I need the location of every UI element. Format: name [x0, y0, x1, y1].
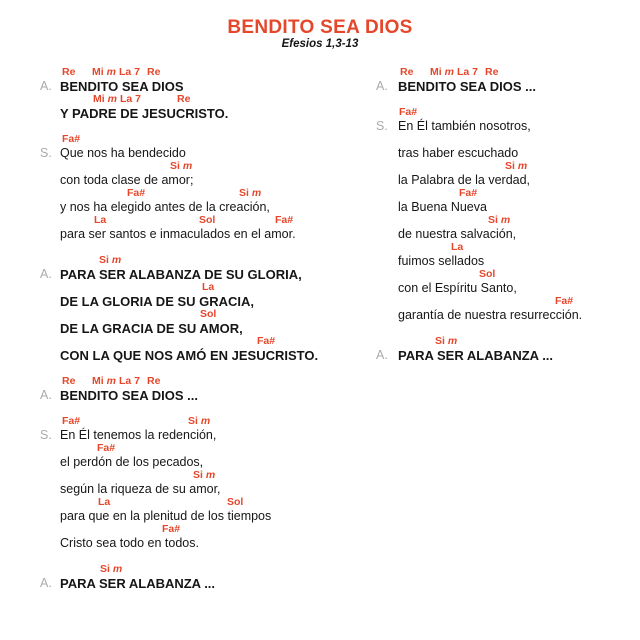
chord-line [398, 106, 636, 120]
chord-line [398, 335, 636, 349]
chord: Si m [488, 214, 511, 226]
chord: Fa# [399, 106, 418, 118]
lyric-text: BENDITO SEA DIOS [60, 78, 184, 94]
chord: La 7 [119, 375, 141, 387]
song-block [376, 335, 636, 362]
lyric-text: garantía de nuestra resurrección. [398, 307, 583, 322]
chord: La 7 [120, 93, 142, 105]
lyric-line [40, 510, 350, 524]
section-label [376, 147, 398, 161]
chord: Sol [227, 496, 244, 508]
lyric-text: el perdón de los pecados, [60, 454, 204, 469]
song-block [376, 106, 636, 322]
lyric-line [376, 174, 636, 188]
chord-line [60, 281, 350, 295]
chord-line [60, 133, 350, 147]
lyric-line [40, 147, 350, 161]
chord: Si m [505, 160, 528, 172]
chord-line [60, 308, 350, 322]
section-label: A. [40, 387, 52, 402]
chord-line [398, 268, 636, 282]
lyric-line [40, 201, 350, 215]
chord-line [398, 214, 636, 228]
chord: Re [147, 375, 161, 387]
song-block [40, 375, 350, 402]
lyric-line [40, 80, 350, 94]
lyric-text: En Él tenemos la redención, [60, 427, 217, 442]
chord: Si m [99, 254, 122, 266]
chord-line [60, 160, 350, 174]
lyric-line [376, 309, 636, 323]
lyric-text: BENDITO SEA DIOS ... [398, 78, 536, 94]
chord: La [451, 241, 464, 253]
lyric-text: En Él también nosotros, [398, 118, 531, 133]
left-column [40, 66, 350, 603]
lyric-line [40, 228, 350, 242]
section-label [40, 107, 60, 121]
section-label [376, 174, 398, 188]
chord: Mi m [430, 66, 454, 78]
section-label [376, 255, 398, 269]
lyric-text: la Buena Nueva [398, 199, 487, 214]
chord-line [60, 214, 350, 228]
chord: Fa# [97, 442, 116, 454]
chord: Fa# [459, 187, 478, 199]
lyric-text: DE LA GLORIA DE SU GRACIA, [60, 293, 255, 309]
section-label [376, 282, 398, 296]
section-label: S. [40, 145, 52, 160]
section-label: A. [40, 266, 52, 281]
section-label [40, 174, 60, 188]
section-label [40, 322, 60, 336]
lyric-text: BENDITO SEA DIOS ... [60, 387, 198, 403]
chord: La [94, 214, 107, 226]
chord-line [398, 241, 636, 255]
lyric-text: de nuestra salvación, [398, 226, 517, 241]
lyric-text: CON LA QUE NOS AMÓ EN JESUCRISTO. [60, 347, 319, 363]
chord-line [60, 254, 350, 268]
section-label: A. [40, 575, 52, 590]
chord-line [60, 66, 350, 80]
section-label: A. [376, 347, 388, 362]
chord: Fa# [162, 523, 181, 535]
lyric-text: Cristo sea todo en todos. [60, 535, 199, 550]
lyric-text: Que nos ha bendecido [60, 145, 186, 160]
section-label: A. [376, 78, 388, 93]
chord: La [98, 496, 111, 508]
section-label [40, 510, 60, 524]
song-block [40, 563, 350, 590]
lyric-line [40, 349, 350, 363]
lyric-line [376, 80, 636, 94]
chord: Re [62, 66, 76, 78]
chord-line [60, 375, 350, 389]
chord: La 7 [457, 66, 479, 78]
chord: Re [147, 66, 161, 78]
chord: Si m [239, 187, 262, 199]
lyric-text: DE LA GRACIA DE SU AMOR, [60, 320, 243, 336]
lyric-line [376, 282, 636, 296]
song-block [40, 133, 350, 241]
chord-line [398, 295, 636, 309]
section-label [40, 295, 60, 309]
lyric-text: PARA SER ALABANZA DE SU GLORIA, [60, 266, 302, 282]
lyric-line [40, 577, 350, 591]
song-block [40, 66, 350, 120]
chord: Sol [479, 268, 496, 280]
chord: Si m [435, 335, 458, 347]
chord-line [398, 66, 636, 80]
lyric-line [40, 483, 350, 497]
right-column [376, 66, 636, 375]
section-label: S. [40, 427, 52, 442]
chord: Re [177, 93, 191, 105]
lyric-text: PARA SER ALABANZA ... [60, 575, 216, 591]
lyric-text: para que en la plenitud de los tiempos [60, 508, 272, 523]
chord-line [398, 160, 636, 174]
lyric-line [40, 322, 350, 336]
section-label [40, 201, 60, 215]
lyric-text: tras haber escuchado [398, 145, 519, 160]
lyric-line [40, 107, 350, 121]
chord: Mi m [92, 375, 116, 387]
song-block [376, 66, 636, 93]
lyric-text: PARA SER ALABANZA ... [398, 347, 554, 363]
lyric-text: con toda clase de amor; [60, 172, 194, 187]
lyric-line [40, 537, 350, 551]
chord: Fa# [555, 295, 574, 307]
chord: Fa# [275, 214, 294, 226]
chord: Si m [170, 160, 193, 172]
chord: La [202, 281, 215, 293]
lyric-line [40, 456, 350, 470]
lyric-line [376, 120, 636, 134]
section-label: A. [40, 78, 52, 93]
chord-line [398, 187, 636, 201]
chord: Sol [200, 308, 217, 320]
chord: Re [485, 66, 499, 78]
chord-line [60, 442, 350, 456]
lyric-text: fuimos sellados [398, 253, 485, 268]
song-block [40, 415, 350, 550]
chord: Si m [193, 469, 216, 481]
lyric-line [376, 201, 636, 215]
chord-line [60, 335, 350, 349]
chord: Si m [188, 415, 211, 427]
chord-line [60, 469, 350, 483]
section-label [40, 228, 60, 242]
section-label [40, 456, 60, 470]
chord: Re [62, 375, 76, 387]
chord: La 7 [119, 66, 141, 78]
chord: Re [400, 66, 414, 78]
lyric-text: con el Espíritu Santo, [398, 280, 517, 295]
section-label [376, 201, 398, 215]
section-label [40, 349, 60, 363]
chord-line [60, 523, 350, 537]
chord: Si m [100, 563, 123, 575]
chord-line [60, 496, 350, 510]
section-label [376, 228, 398, 242]
lyric-line [40, 295, 350, 309]
section-label: S. [376, 118, 388, 133]
chord: Sol [199, 214, 216, 226]
lyric-text: para ser santos e inmaculados en el amor. [60, 226, 296, 241]
song-subtitle: Efesios 1,3-13 [281, 38, 359, 50]
song-title: BENDITO SEA DIOS [227, 17, 413, 38]
section-label [40, 537, 60, 551]
lyric-line [40, 268, 350, 282]
lyric-text: y nos ha elegido antes de la creación, [60, 199, 270, 214]
lyric-line [376, 349, 636, 363]
lyric-text: Y PADRE DE JESUCRISTO. [60, 105, 229, 121]
lyric-text: la Palabra de la verdad, [398, 172, 531, 187]
chord-line [60, 563, 350, 577]
lyric-line [376, 255, 636, 269]
chord: Fa# [62, 133, 81, 145]
lyric-line [40, 389, 350, 403]
lyric-line [40, 429, 350, 443]
lyric-text: según la riqueza de su amor, [60, 481, 221, 496]
song-block [40, 254, 350, 362]
chord-line [60, 187, 350, 201]
chord-line [60, 415, 350, 429]
chord: Mi m [93, 93, 117, 105]
chord: Mi m [92, 66, 116, 78]
chord-line [60, 93, 350, 107]
chord: Fa# [127, 187, 146, 199]
section-label [40, 483, 60, 497]
section-label [376, 309, 398, 323]
chord: Fa# [62, 415, 81, 427]
lyric-line [40, 174, 350, 188]
chord-line [398, 133, 636, 147]
lyric-line [376, 228, 636, 242]
lyric-line [376, 147, 636, 161]
chord: Fa# [257, 335, 276, 347]
